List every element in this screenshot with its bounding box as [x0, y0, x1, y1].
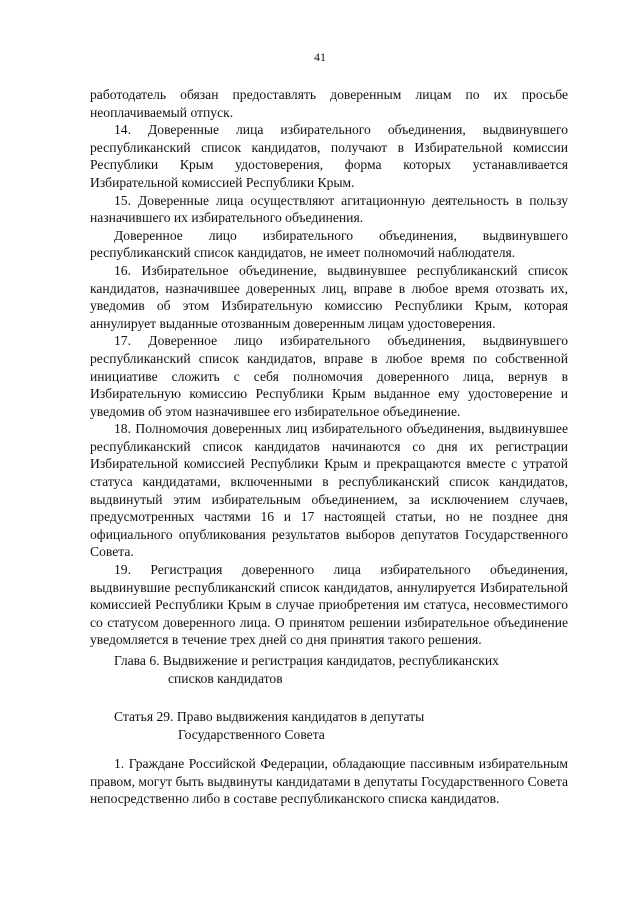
chapter-title-line1: Глава 6. Выдвижение и регистрация кандидатов, республиканских — [114, 653, 499, 668]
paragraph: 18. Полномочия доверенных лиц избирательного объединения, выдвинувшее республиканский список кандидатов начинаются со дня их регистрации Избирательной комиссией Республики Крым и прекращаются вместе с утратой статуса кандидатами, включенными в республиканский список кандидатов, выдвинутый этим избирательным объединением, за исключением случаев, предусмотренных частями 16 и 17 настоящей статьи, но не позднее дня официального опубликования результатов выборов депутатов Государственного Совета. — [90, 421, 568, 560]
chapter-heading — [114, 652, 554, 687]
paragraph: 16. Избирательное объединение, выдвинувшее республиканский список кандидатов, назначившее доверенных лиц, вправе в любое время отозвать их, уведомив об этом Избирательную комиссию Республики Крым, которая аннулирует выданные отозванным доверенным лицам удостоверения. — [90, 262, 568, 331]
paragraph: 1. Граждане Российской Федерации, обладающие пассивным избирательным правом, могут быть выдвинуты кандидатами в депутаты Государственного Совета непосредственно либо в составе республиканского списка кандидатов. — [90, 756, 568, 807]
article-body — [90, 755, 568, 808]
paragraph: 19. Регистрация доверенного лица избирательного объединения, выдвинувшие республиканский список кандидатов, аннулируется Избирательной комиссией Республики Крым в случае приобретения им статуса, несовместимого со статусом доверенного лица. О принятом решении избирательное объединение уведомляется в течение трех дней со дня принятия такого решения. — [90, 562, 568, 648]
document-body — [90, 86, 568, 649]
paragraph: 15. Доверенные лица осуществляют агитационную деятельность в пользу назначившего их избирательного объединения. — [90, 192, 568, 226]
chapter-title-line2: списков кандидатов — [168, 670, 283, 686]
paragraph: работодатель обязан предоставлять доверенным лицам по их просьбе неоплачиваемый отпуск. — [90, 87, 568, 120]
article-title-line1: Статья 29. Право выдвижения кандидатов в депутаты — [114, 709, 425, 724]
article-title-line2: Государственного Совета — [178, 726, 325, 742]
paragraph: 14. Доверенные лица избирательного объединения, выдвинувшего республиканский список кандидатов, получают в Избирательной комиссии Республики Крым удостоверения, форма которых устанавливается Избирательной комиссией Республики Крым. — [90, 122, 568, 190]
paragraph: 17. Доверенное лицо избирательного объединения, выдвинувшего республиканский список кандидатов, вправе в любое время по собственной инициативе сложить с себя полномочия доверенного лица, вернув в Избирательную комиссию Республики Крым выданное ему удостоверение и уведомив об этом назначившее его избирательное объединение. — [90, 333, 568, 419]
page-number: 41 — [314, 50, 326, 64]
paragraph: Доверенное лицо избирательного объединения, выдвинувшего республиканский список кандидатов, не имеет полномочий наблюдателя. — [90, 227, 568, 261]
article-heading — [114, 708, 554, 743]
